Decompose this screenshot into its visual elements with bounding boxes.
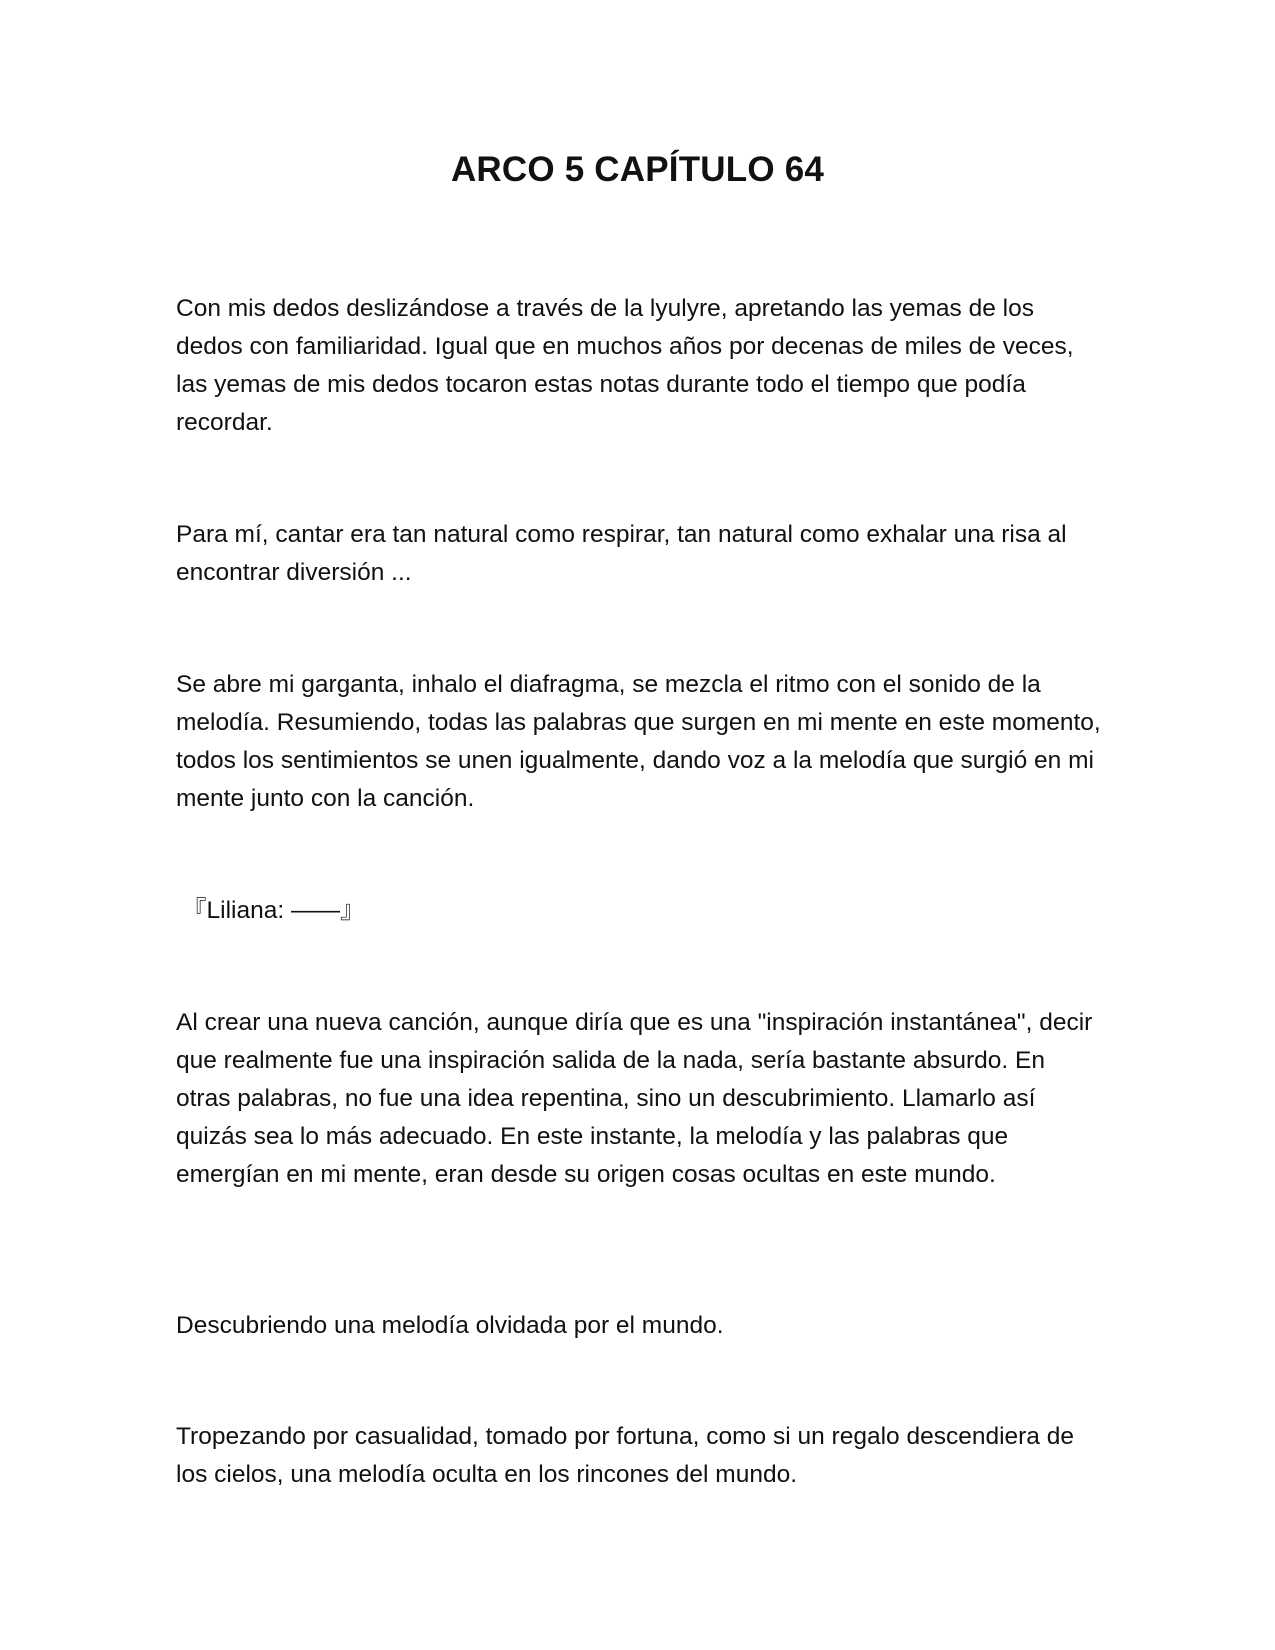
paragraph-1: Con mis dedos deslizándose a través de la lyulyre, apretando las yemas de los dedos con familiaridad. Igual que en muchos años por decenas de miles de veces, las yemas de mis dedos tocaron estas notas durante todo el tiempo que podía recordar. [176, 295, 1074, 436]
paragraph-3: Se abre mi garganta, inhalo el diafragma, se mezcla el ritmo con el sonido de la melodía. Resumiendo, todas las palabras que surgen en mi mente en este momento, todos los sentimientos se unen igualmente, dando voz a la melodía que surgió en mi mente junto con la canción. [176, 671, 1101, 812]
dialogue-line: 『Liliana: ——』 [182, 897, 365, 924]
paragraph-6: Descubriendo una melodía olvidada por el mundo. [176, 1312, 724, 1339]
chapter-title: ARCO 5 CAPÍTULO 64 [450, 150, 825, 189]
paragraph-5: Al crear una nueva canción, aunque diría que es una "inspiración instantánea", decir que realmente fue una inspiración salida de la nada, sería bastante absurdo. En otras palabras, no fue una idea repentina, sino un descubrimiento. Llamarlo así quizás sea lo más adecuado. En este instante, la melodía y las palabras que emergían en mi mente, eran desde su origen cosas ocultas en este mundo. [176, 1009, 1093, 1188]
paragraph-7: Tropezando por casualidad, tomado por fortuna, como si un regalo descendiera de los cielos, una melodía oculta en los rincones del mundo. [176, 1423, 1074, 1488]
paragraph-2: Para mí, cantar era tan natural como respirar, tan natural como exhalar una risa al encontrar diversión ... [176, 521, 1067, 586]
